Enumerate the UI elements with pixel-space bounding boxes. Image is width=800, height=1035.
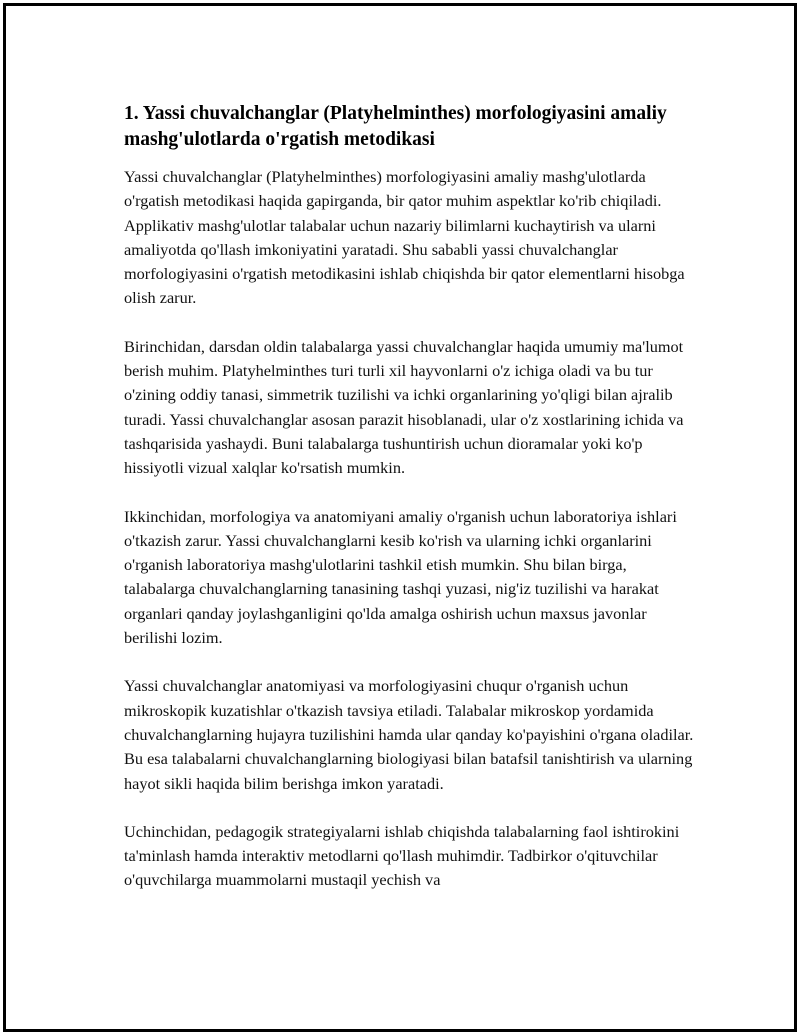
paragraph-microscopy: Yassi chuvalchanglar anatomiyasi va morfologiyasini chuqur o'rganish uchun mikroskopik kuzatishlar o'tkazish tavsiya etiladi. Talabalar mikroskop yordamida chuvalchanglarning hujayra tuzilishini hamda ular qanday ko'payishini o'rgana oladilar. Bu esa talabalarni chuvalchanglarning biologiyasi bilan batafsil tanishtirish va ularning hayot sikli haqida bilim berishga imkon yaratadi.	[124, 676, 694, 793]
paragraph-third-point: Uchinchidan, pedagogik strategiyalarni ishlab chiqishda talabalarning faol ishtirokini ta'minlash hamda interaktiv metodlarni qo'llash muhimdir. Tadbirkor o'qituvchilar o'quvchilarga muammolarni mustaqil yechish va	[124, 821, 680, 890]
document-title: 1. Yassi chuvalchanglar (Platyhelminthes) morfologiyasini amaliy mashg'ulotlarda o'rgatish metodikasi	[124, 103, 667, 150]
document-body	[124, 101, 694, 917]
paragraph-first-point: Birinchidan, darsdan oldin talabalarga yassi chuvalchanglar haqida umumiy ma'lumot berish muhim. Platyhelminthes turi turli xil hayvonlarni o'z ichiga oladi va bu tur o'zining oddiy tanasi, simmetrik tuzilishi va ichki organlarining yo'qligi bilan ajralib turadi. Yassi chuvalchanglar asosan parazit hisoblanadi, ular o'z xostlarining ichida va tashqarisida yashaydi. Buni talabalarga tushuntirish uchun dioramalar yoki ko'p hissiyotli vizual xalqlar ko'rsatish mumkin.	[124, 336, 684, 478]
paragraph-second-point: Ikkinchidan, morfologiya va anatomiyani amaliy o'rganish uchun laboratoriya ishlari o'tkazish zarur. Yassi chuvalchanglarni kesib ko'rish va ularning ichki organlarini o'rganish laboratoriya mashg'ulotlarini tashkil etish mumkin. Shu bilan birga, talabalarga chuvalchanglarning tanasining tashqi yuzasi, nig'iz tuzilishi va harakat organlari qanday joylashganligini qo'lda amalga oshirish uchun maxsus javonlar berilishi lozim.	[124, 506, 677, 648]
paragraph-intro: Yassi chuvalchanglar (Platyhelminthes) morfologiyasini amaliy mashg'ulotlarda o'rgatish metodikasi haqida gapirganda, bir qator muhim aspektlar ko'rib chiqiladi. Applikativ mashg'ulotlar talabalar uchun nazariy bilimlarni kuchaytirish va ularni amaliyotda qo'llash imkoniyatini yaratadi. Shu sababli yassi chuvalchanglar morfologiyasini o'rgatish metodikasini ishlab chiqishda bir qator elementlarni hisobga olish zarur.	[124, 167, 685, 308]
page-frame	[3, 3, 797, 1032]
